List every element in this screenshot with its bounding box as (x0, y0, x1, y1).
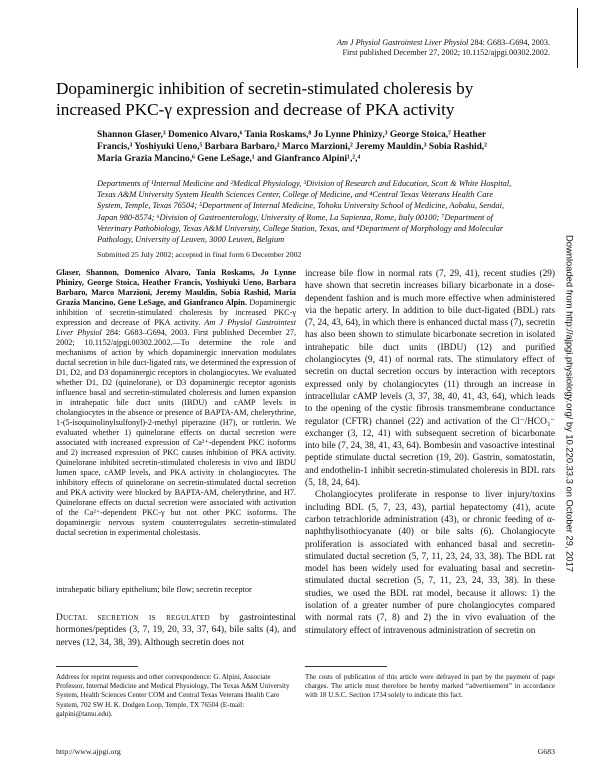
journal-url[interactable]: http://www.ajpgi.org (56, 747, 121, 756)
first-published: First published December 27, 2002; 10.1152/ajpgi.00302.2002. (342, 48, 550, 57)
article-title: Dopaminergic inhibition of secretin-stimulated choleresis by increased PKC-γ expression and decrease of PKA activity (56, 79, 474, 119)
footnote-divider-right (305, 666, 387, 667)
correspondence-footnote: Address for reprint requests and other correspondence: G. Alpini, Associate Professor, Internal Medicine and Medical Physiology, The Texas A&M University System, Health Sciences Center COM and Central Texas Veterans Health Care System, 702 SW H. K. Dodgen Loop, Temple, TX 76504 (E-mail: galpini@tamu.edu). (56, 673, 290, 718)
affiliations: Departments of ¹Internal Medicine and ²Medical Physiology, ³Division of Research and Education, Scott & White Hospital, Texas A&M University System Health Sciences Center, College of Medicine, and ⁴Central Texas Veterans Health Care System, Temple, Texas 76504; ⁵Department of Internal Medicine, Tohoku University School of Medicine, Aobaku, Sendai, Japan 980-8574; ⁶Division of Gastroenterology, University of Rome, La Sapienza, Rome, Italy 00100; ⁷Department of Veterinary Pathobiology, Texas A&M University, College Station, Texas, and ⁸Department of Morphology and Molecular Pathology, University of Leuven, 3000 Leuven, Belgium (97, 179, 512, 245)
journal-header (318, 38, 550, 58)
footnote-divider-left (56, 666, 138, 667)
author-list: Shannon Glaser,³ Domenico Alvaro,⁶ Tania Roskams,⁸ Jo Lynne Phinizy,³ George Stoica,⁷ Heather Francis,³ Yoshiyuki Ueno,⁵ Barbara Barbaro,² Marco Marzioni,² Jeremy Mauldin,³ Sobia Rashid,² Maria Grazia Mancino,⁶ Gene LeSage,¹ and Gianfranco Alpini¹,²,⁴ (97, 130, 487, 165)
journal-citation: 284: G683–G694, 2003. (470, 38, 550, 47)
journal-name: Am J Physiol Gastrointest Liver Physiol (336, 38, 469, 47)
intro-paragraph (56, 612, 296, 649)
submission-dates: Submitted 25 July 2002; accepted in final form 6 December 2002 (97, 250, 302, 259)
right-paragraph-2: Cholangiocytes proliferate in response to liver injury/toxins including BDL (5, 7, 23, 43), partial hepatectomy (41), acute carbon tetrachloride administration (43), or chronic feeding of α-naphthylisothiocyanate (40) or bile salts (6). Cholangiocyte proliferation is associated with enhanced basal and secretin-stimulated ductal secretion (5, 7, 11, 23, 24, 33, 38). The BDL rat model has been widely used for evaluating basal and secretin-stimulated ductal secretion (5, 7, 11, 23, 24, 33, 38). In these studies, we used the BDL rat model, because it allows: 1) the isolation of a greater number of pure cholangiocytes compared with normal rats (7, 8) and 2) the in vivo evaluation of the stimulatory effect of intravenous administration of secretin on (305, 490, 555, 636)
abstract-text: To determine the role and mechanisms of action by which dopaminergic innervation modulates ductal secretion in bile duct-ligated rats, we determined the expression of D1, D2, and D3 dopaminergic receptors in cholangiocytes. We evaluated whether D1, D2 (quinelorane), or D3 dopaminergic receptor agonists influence basal and secretin-stimulated choleresis and lumen expansion in intrahepatic bile duct units (IBDU) and cAMP levels in cholangiocytes in the absence or presence of BAPTA-AM, chelerythrine, 1-(5-isoquinolinylsulfonyl)-2-methyl piperazine (H7), or rottlerin. We evaluated whether 1) quinelorane effects on ductal secretion were associated with increased expression of Ca²⁺-dependent PKC isoforms and 2) increased expression of PKC causes inhibition of PKA activity. Quinelorane inhibited secretin-stimulated choleresis in vivo and IBDU lumen space, cAMP levels, and PKA activity in cholangiocytes. The inhibitory effects of quinelorane on secretin-stimulated ductal secretion and PKA activity were blocked by BAPTA-AM, chelerythrine, and H7. Quinelorane effects on ductal secretion were associated with activation of the Ca²⁺-dependent PKC-γ but not other PKC isoforms. The dopaminergic nervous system counterregulates secretin-stimulated ductal secretion in experimental cholestasis. (56, 338, 296, 537)
abstract-citation-journal: Am J Physiol Gastrointest Liver Physiol (56, 318, 296, 337)
page-number: G683 (537, 747, 555, 756)
abstract-citation-tail: 284: G683–G694, 2003. First published December 27, 2002; 10.1152/ajpgi.00302.2002.— (56, 328, 297, 347)
download-watermark[interactable]: Downloaded from http://ajpgi.physiology.org/ by 10.220.33.3 on October 29, 2017 (564, 234, 576, 573)
intro-lead: Ductal secretion is regulated (56, 613, 210, 623)
intro-text: by gastrointestinal hormones/peptides (3, 7, 19, 20, 33, 37, 64), bile salts (4), and nerves (12, 34, 38, 39). Although secretin does not (56, 613, 296, 648)
right-paragraph-1: increase bile flow in normal rats (7, 29, 41), recent studies (29) have shown that secretin increases biliary bicarbonate in a dose-dependent fashion and is much more effective when administered via the hepatic artery. In addition to bile duct-ligated (BDL) rats (7, 24, 43, 64), in which there is enhanced ductal mass (7), secretin has also been shown to stimulate bicarbonate secretion in isolated intrahepatic bile duct units (IBDU) (12) and purified cholangiocytes (9, 41) of normal rats. The stimulatory effect of secretin on ductal secretion occurs by interaction with receptors expressed only by cholangiocytes (11) through an increase in intracellular cAMP levels (3, 37, 38, 40, 41, 43, 64), which leads to the opening of the cystic fibrosis transmembrane conductance regulator (CFTR) channel (22) and activation of the Cl⁻/HCO₃⁻ exchanger (3, 12, 41) with subsequent secretion of bicarbonate into bile (7, 24, 38, 41, 43, 64). Bombesin and vasoactive intestinal peptide stimulate ductal secretion (19, 20). Gastrin, somatostatin, and endothelin-1 inhibit secretin-stimulated choleresis in BDL rats (5, 18, 24, 64). (305, 269, 555, 489)
sidebar-rule (577, 8, 578, 68)
abstract-citation-authors: Glaser, Shannon, Domenico Alvaro, Tania Roskams, Jo Lynne Phinizy, George Stoica, Heather Francis, Yoshiyuki Ueno, Barbara Barbaro, Marco Marzioni, Jeremy Mauldin, Sobia Rashid, Maria Grazia Mancino, Gene LeSage, and Gianfranco Alpin. (56, 268, 296, 307)
abstract (56, 268, 296, 538)
publication-cost-footnote: The costs of publication of this article were defrayed in part by the payment of page charges. The article must therefore be hereby marked “advertisement” in accordance with 18 U.S.C. Section 1734 solely to indicate this fact. (305, 673, 555, 700)
abstract-citation-title: Dopaminergic inhibition of secretin-stimulated choleresis by increased PKC-γ expression and decrease of PKA activity. (56, 298, 296, 327)
keywords: intrahepatic biliary epithelium; bile flow; secretin receptor (56, 585, 252, 594)
right-column (305, 268, 555, 637)
